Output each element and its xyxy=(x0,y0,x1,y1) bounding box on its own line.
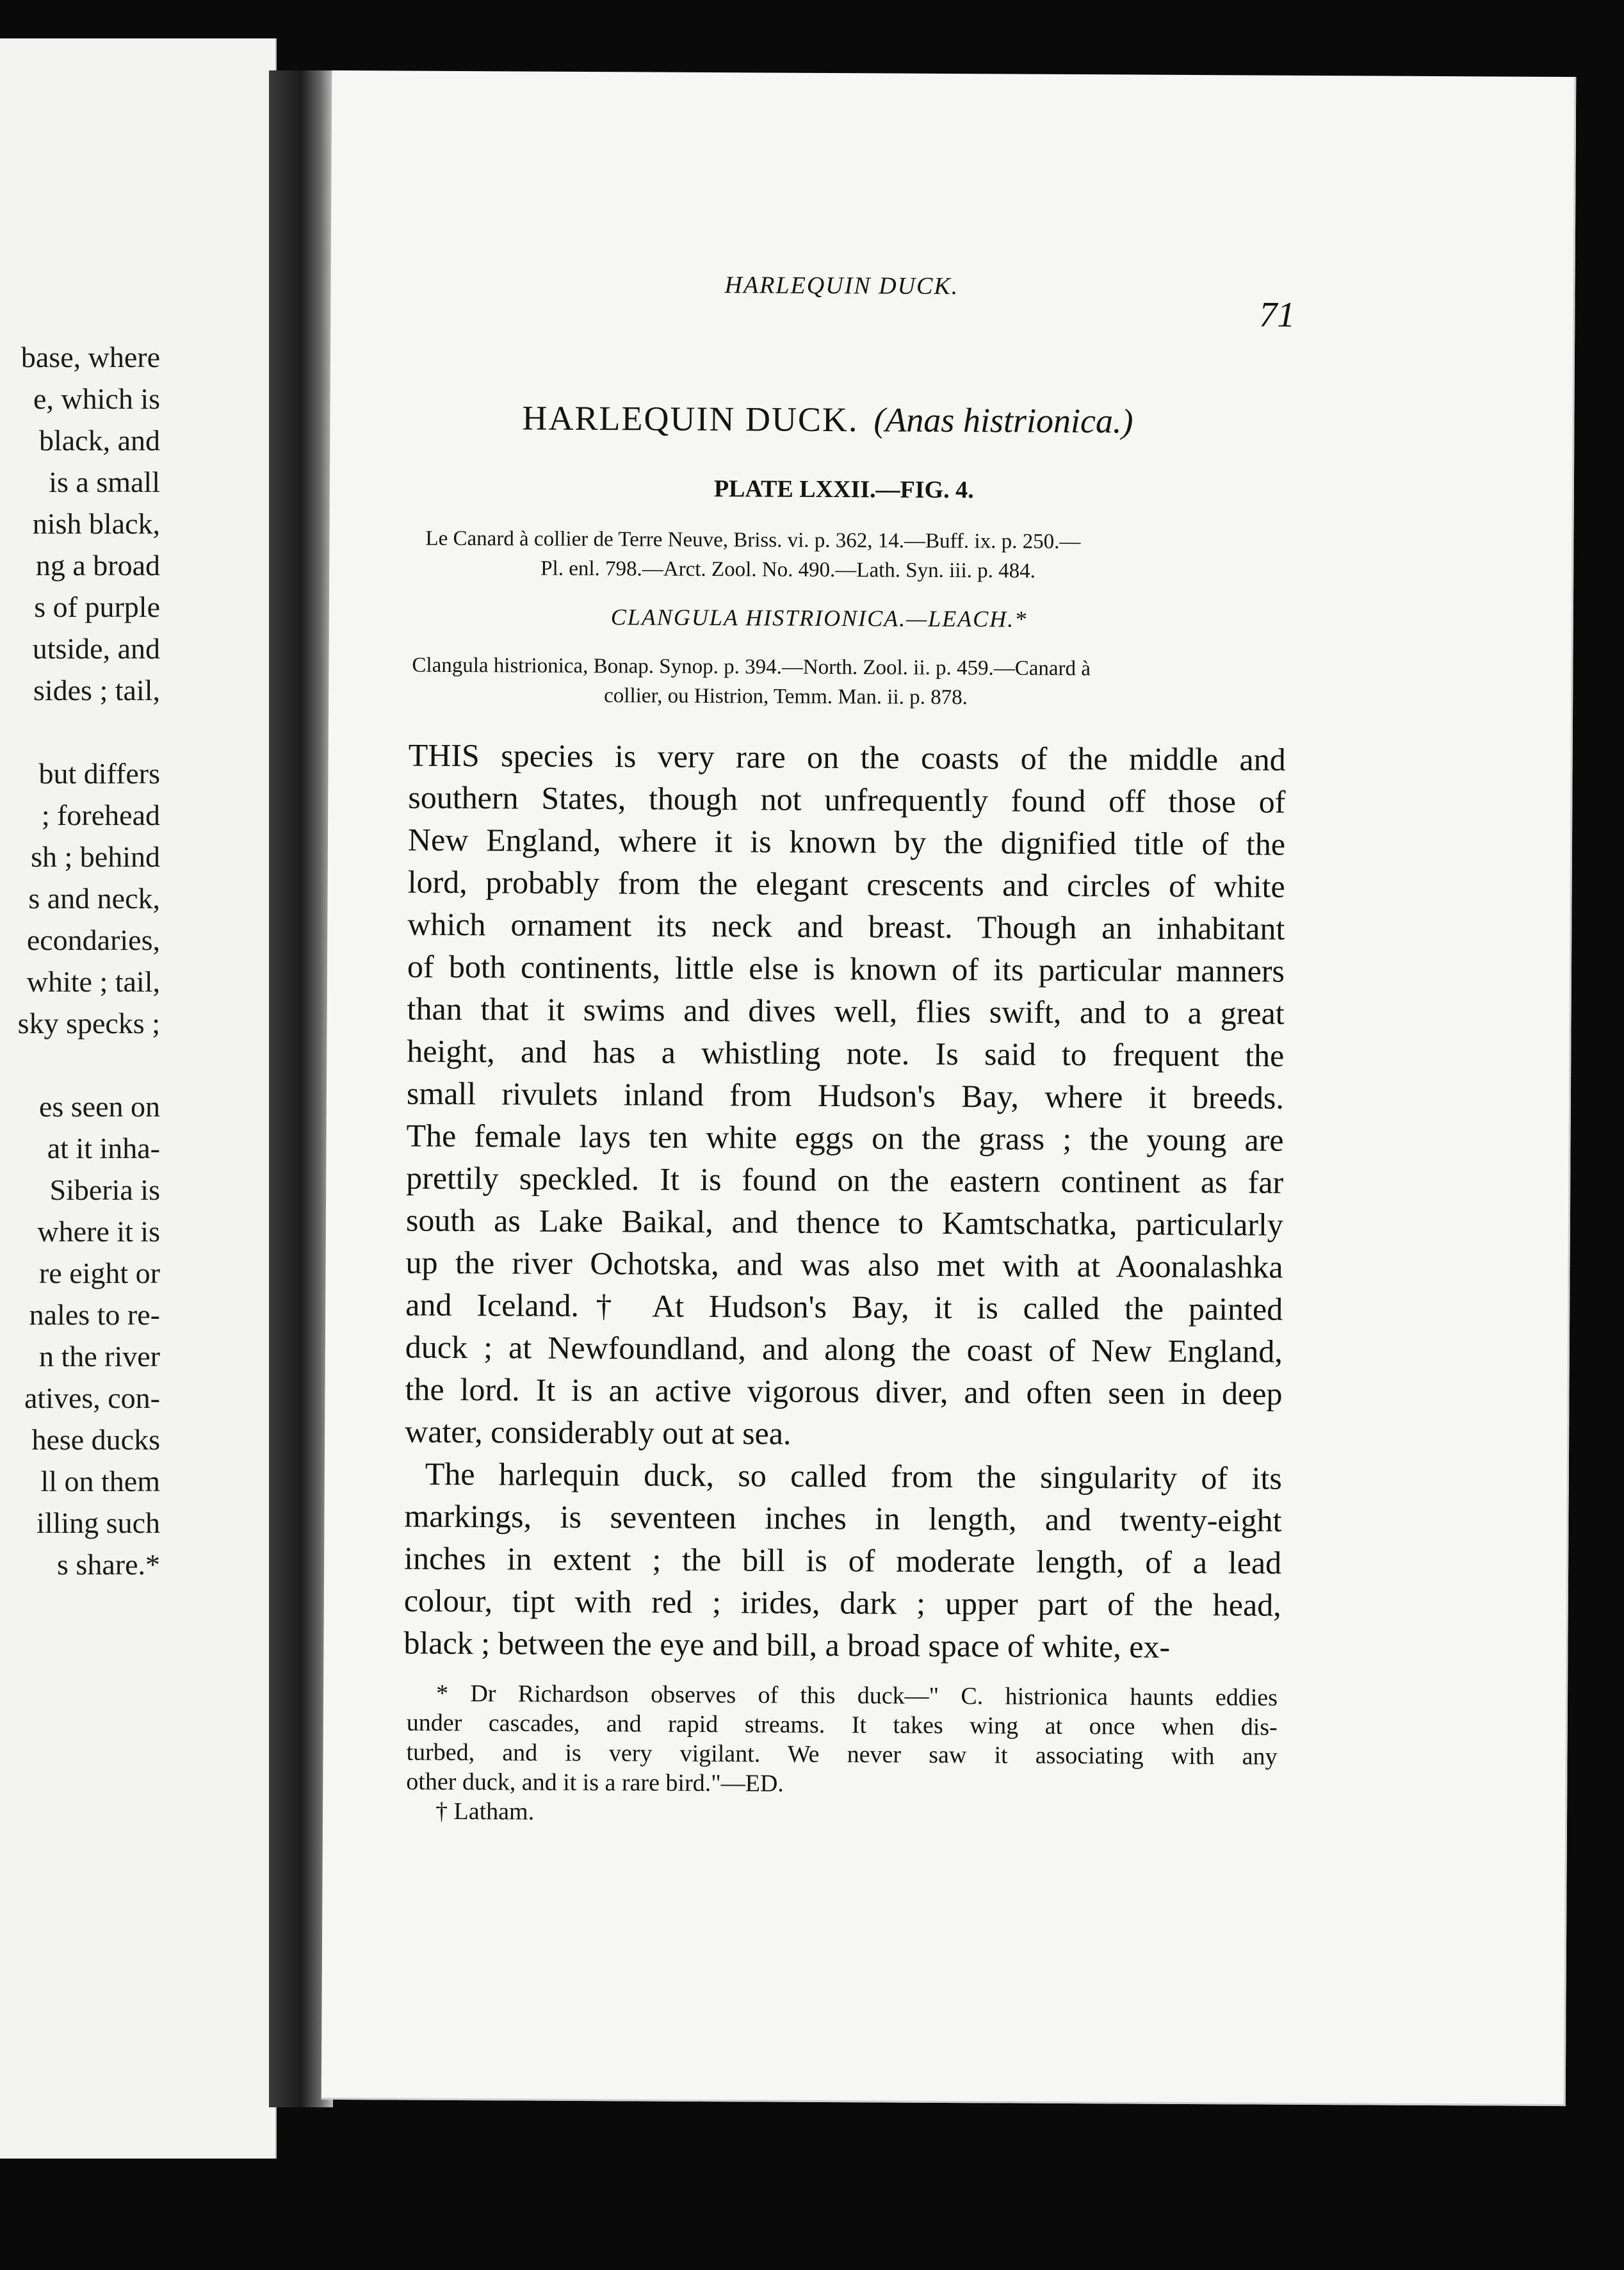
footnote-line: * Dr Richardson observes of this duck—" C. histrionica haunts eddies xyxy=(435,1679,1278,1711)
left-page-line: Siberia is xyxy=(49,1173,160,1206)
genus-heading: CLANGULA HISTRIONICA.—LEACH.* xyxy=(610,604,1028,632)
article-title xyxy=(522,398,1133,441)
page-number: 71 xyxy=(1259,295,1295,335)
body-line: colour, tipt with red ; irides, dark ; upper part of the head, xyxy=(403,1582,1281,1623)
left-page-line: white ; tail, xyxy=(26,965,160,998)
body-line: height, and has a whistling note. Is said to frequent the xyxy=(407,1033,1285,1074)
left-page-text-fragments xyxy=(0,336,160,1585)
left-page-line: econdaries, xyxy=(26,924,160,956)
body-line: New England, where it is known by the dignified title of the xyxy=(407,821,1286,862)
left-page-line: ; forehead xyxy=(41,799,160,831)
body-line: and Iceland.† At Hudson's Bay, it is called the painted xyxy=(405,1286,1283,1327)
left-page-line: at it inha- xyxy=(47,1132,160,1164)
left-page-line: s and neck, xyxy=(28,882,160,915)
body-line: water, considerably out at sea. xyxy=(405,1413,792,1451)
footnote-line: turbed, and is very vigilant. We never saw it associating with any xyxy=(406,1738,1278,1770)
left-page-line: but differs xyxy=(38,757,160,790)
left-page-line: s of purple xyxy=(34,591,160,623)
footnote-line: under cascades, and rapid streams. It takes wing at once when dis- xyxy=(406,1709,1278,1741)
body-line: southern States, though not unfrequently found off those of xyxy=(408,779,1286,820)
title-latin-name: (Anas histrionica.) xyxy=(873,400,1133,441)
left-page-line xyxy=(0,711,160,753)
body-line: of both continents, little else is known of its particular manners xyxy=(407,948,1285,989)
left-page-line: nish black, xyxy=(32,507,160,540)
left-page-line: base, where xyxy=(20,341,160,373)
left-page-line xyxy=(0,1044,160,1086)
left-page-line: where it is xyxy=(37,1215,160,1248)
running-head: HARLEQUIN DUCK. xyxy=(724,272,959,300)
left-page-line: nales to re- xyxy=(29,1298,160,1331)
left-page-line: hese ducks xyxy=(31,1423,160,1456)
left-page-line: s share.* xyxy=(57,1548,160,1581)
synonymy-line: Clangula histrionica, Bonap. Synop. p. 394.—North. Zool. ii. p. 459.—Canard à xyxy=(412,653,1091,681)
left-page-line: utside, and xyxy=(32,632,160,665)
left-facing-page xyxy=(0,38,277,2159)
body-text xyxy=(403,734,1286,1669)
body-line: which ornament its neck and breast. Though an inhabitant xyxy=(407,906,1285,947)
body-line: up the river Ochotska, and was also met with at Aoonalashka xyxy=(405,1244,1283,1285)
title-common-name: HARLEQUIN DUCK. xyxy=(522,398,859,439)
synonymy-line: Le Canard à collier de Terre Neuve, Briss. vi. p. 362, 14.—Buff. ix. p. 250.— xyxy=(425,527,1081,554)
left-page-line: sky specks ; xyxy=(17,1007,160,1040)
plate-reference: PLATE LXXII.—FIG. 4. xyxy=(713,475,974,504)
synonymy-line: collier, ou Histrion, Temm. Man. ii. p. 878. xyxy=(604,684,968,710)
body-line: inches in extent ; the bill is of moderate length, of a lead xyxy=(404,1540,1282,1581)
body-line: The female lays ten white eggs on the grass ; the young are xyxy=(406,1117,1284,1158)
body-line: markings, is seventeen inches in length, and twenty-eight xyxy=(404,1498,1282,1539)
footnote-line: † Latham. xyxy=(435,1797,535,1825)
left-page-line: re eight or xyxy=(38,1257,160,1289)
body-line: south as Lake Baikal, and thence to Kamtschatka, particularly xyxy=(405,1202,1284,1243)
synonymy-line: Pl. enl. 798.—Arct. Zool. No. 490.—Lath. Syn. iii. p. 484. xyxy=(540,557,1036,583)
body-line: than that it swims and dives well, flies swift, and to a great xyxy=(407,990,1285,1031)
left-page-line: ll on them xyxy=(40,1465,160,1498)
left-page-line: sides ; tail, xyxy=(33,674,160,706)
left-page-line: es seen on xyxy=(38,1090,160,1123)
body-line: THIS species is very rare on the coasts of the middle and xyxy=(408,737,1286,778)
left-page-line: n the river xyxy=(38,1340,160,1373)
left-page-line: ng a broad xyxy=(35,549,160,582)
body-line: black ; between the eye and bill, a broad space of white, ex- xyxy=(403,1624,1171,1665)
footnote-line: other duck, and it is a rare bird."—ED. xyxy=(406,1768,784,1797)
body-line: prettily speckled. It is found on the eastern continent as far xyxy=(406,1159,1284,1200)
right-page xyxy=(321,70,1577,2106)
left-page-line: black, and xyxy=(38,424,160,457)
body-line: The harlequin duck, so called from the singularity of its xyxy=(425,1455,1282,1496)
body-line: lord, probably from the elegant crescents and circles of white xyxy=(407,863,1285,904)
body-line: small rivulets inland from Hudson's Bay, where it breeds. xyxy=(406,1075,1285,1116)
left-page-line: sh ; behind xyxy=(31,840,160,873)
body-line: the lord. It is an active vigorous diver, and often seen in deep xyxy=(405,1371,1283,1412)
left-page-line: illing such xyxy=(37,1507,160,1539)
left-page-line: is a small xyxy=(49,466,160,498)
body-line: duck ; at Newfoundland, and along the coast of New England, xyxy=(405,1328,1283,1369)
left-page-line: e, which is xyxy=(33,382,160,415)
left-page-line: atives, con- xyxy=(24,1382,160,1414)
footnotes xyxy=(406,1679,1278,1831)
